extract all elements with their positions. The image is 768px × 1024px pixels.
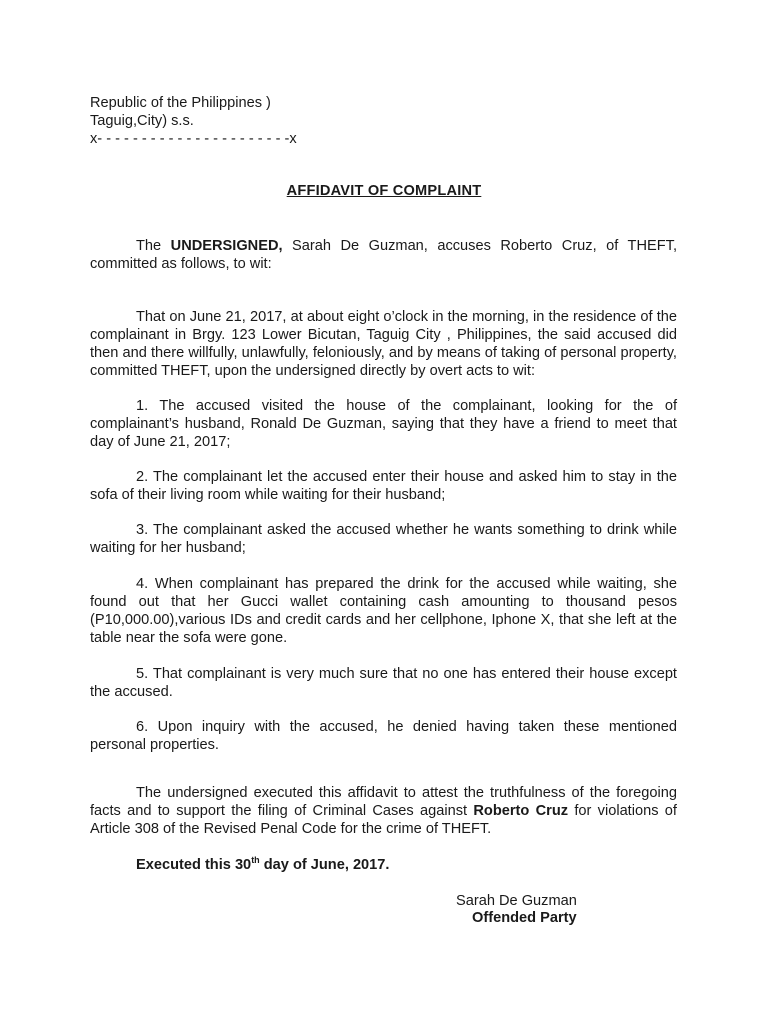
item-4-text: 4. When complainant has prepared the drink for the accused while waiting, she found out that her Gucci wallet containing cash amounting to thousand pesos (P10,000.00),various IDs and credit cards and her cellphone, Iphone X, that she left at the table near the sofa were gone. (90, 576, 677, 646)
closing-part1: The undersigned executed this affidavit to attest the truthfulness of the foregoing facts and to support the filing of Criminal Cases against (90, 785, 677, 819)
intro-lead: The (136, 238, 171, 254)
facts-text: That on June 21, 2017, at about eight o’clock in the morning, in the residence of the complainant in Brgy. 123 Lower Bicutan, Taguig City , Philippines, the said accused did then and there willfully, unlawfully, feloniously, and by means of taking of personal property, committed THEFT, upon the undersigned directly by overt acts to wit: (90, 309, 677, 379)
execution-date-line (136, 856, 389, 874)
executed-prefix: Executed this 30 (136, 857, 252, 873)
item-5-text: 5. That complainant is very much sure that no one has entered their house except the accused. (90, 666, 677, 700)
header-separator-line: x- - - - - - - - - - - - - - - - - - - - - -x (90, 131, 297, 147)
intro-rest: Sarah De Guzman, accuses Roberto Cruz, of THEFT, committed as follows, to wit: (90, 238, 678, 272)
item-2 (90, 468, 677, 504)
header-republic-line: Republic of the Philippines ) (90, 95, 271, 111)
item-1-text: 1. The accused visited the house of the complainant, looking for the of complainant’s husband, Ronald De Guzman, saying that they have a friend to meet that day of June 21, 2017; (90, 398, 677, 450)
signatory-name: Sarah De Guzman (456, 893, 577, 909)
facts-paragraph (90, 308, 677, 380)
closing-part2: for violations of Article 308 of the Revised Penal Code for the crime of THEFT. (90, 803, 677, 837)
item-1 (90, 397, 677, 451)
closing-paragraph (90, 784, 677, 838)
venue-header (90, 94, 490, 148)
item-6-text: 6. Upon inquiry with the accused, he denied having taken these mentioned personal properties. (90, 719, 677, 753)
intro-undersigned: UNDERSIGNED, (170, 238, 283, 254)
intro-paragraph (90, 237, 677, 273)
executed-rest: day of June, 2017. (259, 857, 390, 873)
closing-accused-name: Roberto Cruz (473, 803, 569, 819)
item-2-text: 2. The complainant let the accused enter their house and asked him to stay in the sofa of their living room while waiting for their husband; (90, 469, 677, 503)
item-5 (90, 665, 677, 701)
document-title: AFFIDAVIT OF COMPLAINT (286, 183, 482, 199)
item-6 (90, 718, 677, 754)
executed-ordinal-suffix: th (251, 855, 260, 866)
signatory-role: Offended Party (472, 910, 577, 926)
header-city-line: Taguig,City) s.s. (90, 113, 194, 129)
item-3-text: 3. The complainant asked the accused whether he wants something to drink while waiting for her husband; (90, 522, 677, 556)
item-3 (90, 521, 677, 557)
item-4 (90, 575, 677, 647)
